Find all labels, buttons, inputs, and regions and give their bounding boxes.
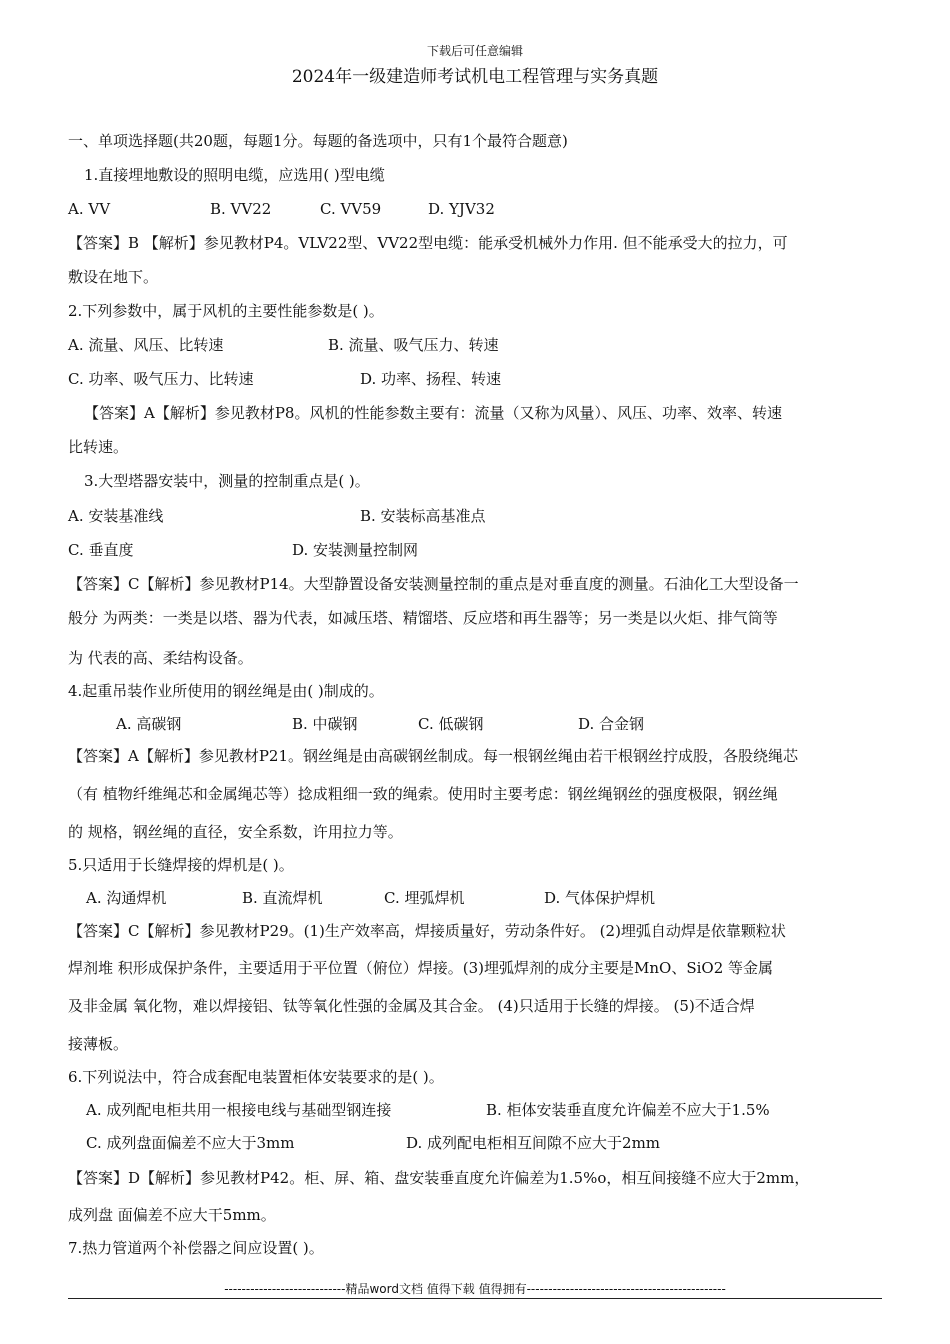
option-row	[116, 714, 644, 734]
question-stem: 1.直接埋地敷设的照明电缆，应选用( )型电缆	[84, 166, 385, 184]
option-row	[68, 199, 495, 219]
option-c: C. VV59	[320, 200, 382, 218]
option-c: C. 埋弧焊机	[384, 889, 465, 907]
answer-line: 【答案】D【解析】参见教材P42。柜、屏、箱、盘安装垂直度允许偏差为1.5%o，相互间接缝不应大于2mm，	[68, 1169, 810, 1187]
option-a: A. 高碳钢	[116, 715, 182, 733]
answer-line: 的 规格，钢丝绳的直径，安全系数，许用拉力等。	[68, 823, 403, 841]
header-note: 下载后可任意编辑	[426, 44, 523, 58]
option-b: B. VV22	[210, 200, 272, 218]
option-b: B. 柜体安装垂直度允许偏差不应大于1.5%	[486, 1101, 770, 1119]
answer-line: 成列盘 面偏差不应大干5mm。	[68, 1206, 276, 1224]
answer-line: 焊剂堆 积形成保护条件，主要适用于平位置（俯位）焊接。(3)埋弧焊剂的成分主要是MnO、SiO2 等金属	[68, 959, 774, 977]
question-stem: 3.大型塔器安装中，测量的控制重点是( )。	[84, 472, 370, 490]
answer-line: （有 植物纤维绳芯和金属绳芯等）捻成粗细一致的绳索。使用时主要考虑：钢丝绳钢丝的强度极限，钢丝绳	[68, 785, 778, 803]
option-row	[86, 888, 655, 908]
answer-line: 【答案】C【解析】参见教材P14。大型静置设备安装测量控制的重点是对垂直度的测量。石油化工大型设备一	[68, 575, 799, 593]
page-title: 2024年一级建造师考试机电工程管理与实务真题	[291, 67, 659, 87]
option-c: C. 功率、吸气压力、比转速	[68, 370, 254, 388]
question-stem: 5.只适用于长缝焊接的焊机是( )。	[68, 856, 294, 874]
answer-line: 及非金属 氧化物，难以焊接铝、钛等氧化性强的金属及其合金。 (4)只适用于长缝的焊接。 (5)不适合焊	[68, 997, 755, 1015]
option-a: A. 安装基准线	[68, 507, 164, 525]
option-a: A. 成列配电柜共用一根接电线与基础型钢连接	[86, 1101, 392, 1119]
option-a: A. 流量、风压、比转速	[68, 336, 224, 354]
option-row	[68, 540, 418, 560]
answer-line: 般分 为两类：一类是以塔、器为代表，如减压塔、精馏塔、反应塔和再生器等；另一类是以火炬、排气筒等	[68, 609, 778, 627]
answer-line: 【答案】C【解析】参见教材P29。(1)生产效率高，焊接质量好，劳动条件好。 (2)埋弧自动焊是依靠颗粒状	[68, 922, 786, 940]
footer-divider	[68, 1298, 882, 1299]
option-d: D. 功率、扬程、转速	[360, 370, 502, 388]
option-row	[68, 506, 486, 526]
question-stem: 7.热力管道两个补偿器之间应设置( )。	[68, 1239, 324, 1257]
answer-line: 为 代表的高、柔结构设备。	[68, 649, 253, 667]
option-d: D. 安装测量控制网	[292, 541, 419, 559]
footer-banner: ----------------------------精品word文档 值得下载 值得拥有----------------------------------------------	[224, 1282, 726, 1296]
answer-line: 【答案】B 【解析】参见教材P4。VLV22型、VV22型电缆：能承受机械外力作用. 但不能承受大的拉力，可	[68, 234, 788, 252]
option-d: D. 气体保护焊机	[544, 889, 656, 907]
option-d: D. YJV32	[428, 200, 495, 218]
option-d: D. 合金钢	[578, 715, 645, 733]
option-a: A. 沟通焊机	[86, 889, 167, 907]
option-d: D. 成列配电柜相互间隙不应大于2mm	[406, 1134, 661, 1152]
option-row	[86, 1133, 660, 1153]
option-c: C. 低碳钢	[418, 715, 484, 733]
option-row	[86, 1100, 770, 1120]
option-b: B. 直流焊机	[242, 889, 323, 907]
question-stem: 2.下列参数中，属于风机的主要性能参数是( )。	[68, 302, 384, 320]
option-row	[68, 369, 501, 389]
answer-line: 敷设在地下。	[68, 268, 159, 286]
question-stem: 4.起重吊装作业所使用的钢丝绳是由( )制成的。	[68, 682, 384, 700]
option-c: C. 垂直度	[68, 541, 134, 559]
option-b: B. 安装标高基准点	[360, 507, 486, 525]
option-b: B. 流量、吸气压力、转速	[328, 336, 499, 354]
answer-line: 比转速。	[68, 438, 129, 456]
option-row	[68, 335, 499, 355]
section-heading: 一、单项选择题(共20题，每题1分。每题的备选项中，只有1个最符合题意)	[68, 132, 568, 150]
option-a: A. VV	[68, 200, 111, 218]
answer-line: 【答案】A【解析】参见教材P8。风机的性能参数主要有：流量（又称为风量）、风压、功率、效率、转速	[84, 404, 782, 422]
question-stem: 6.下列说法中，符合成套配电装置柜体安装要求的是( )。	[68, 1068, 444, 1086]
answer-line: 接薄板。	[68, 1035, 129, 1053]
answer-line: 【答案】A【解析】参见教材P21。钢丝绳是由高碳钢丝制成。每一根钢丝绳由若干根钢丝拧成股，各股绕绳芯	[68, 747, 799, 765]
option-c: C. 成列盘面偏差不应大于3mm	[86, 1134, 295, 1152]
option-b: B. 中碳钢	[292, 715, 358, 733]
